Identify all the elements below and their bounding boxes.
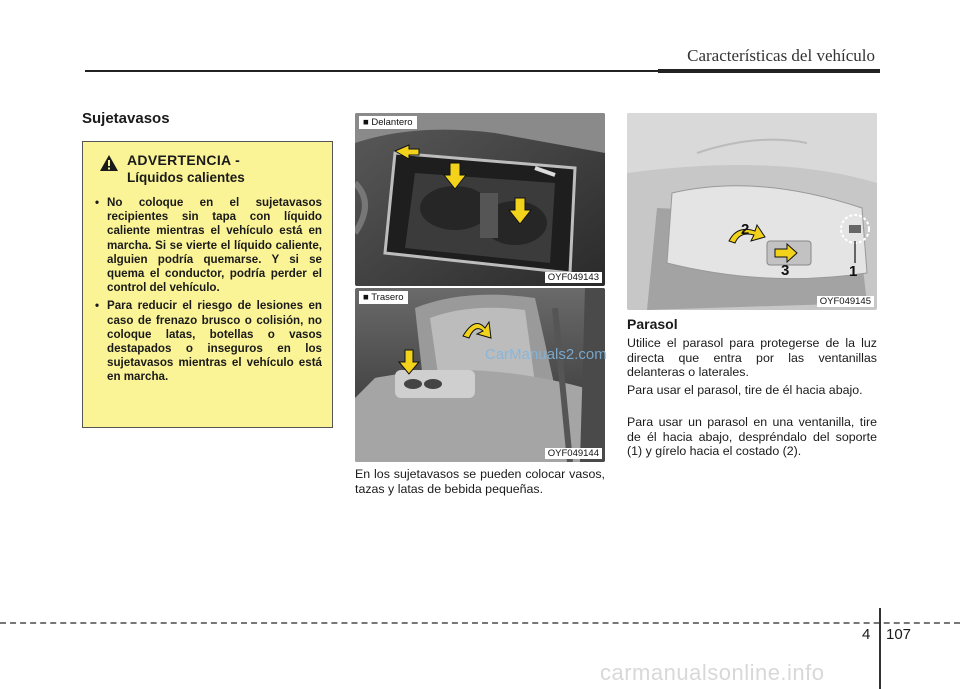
front-photo-code: OYF049143 — [545, 272, 602, 283]
warning-box — [82, 141, 333, 428]
visor-photo — [627, 113, 877, 310]
footer-rule — [0, 622, 960, 624]
section-title: Sujetavasos — [82, 110, 170, 127]
watermark-bottom: carmanualsonline.info — [600, 660, 825, 685]
rear-photo-code: OYF049144 — [545, 448, 602, 459]
warning-item: • No coloque en el sujetavasos recipientes sin tapa con líquido caliente mientras el vehículo está en marcha. Si se vierte el líquido caliente, alguien podría quemarse. Y si se quema el conductor, podría perder el control del vehículo. — [93, 196, 322, 295]
callout-1: 1 — [849, 263, 858, 280]
front-cupholder-photo — [355, 113, 605, 286]
front-cupholder-illustration — [355, 113, 605, 286]
parasol-paragraph: Para usar el parasol, tire de él hacia abajo. — [627, 383, 863, 397]
warning-item: • Para reducir el riesgo de lesiones en caso de frenazo brusco o colisión, no coloque latas, botellas o vasos destapados o inseguros en los sujetavasos mientras el vehículo está en marcha. — [93, 299, 322, 384]
page-number: 107 — [886, 626, 912, 643]
visor-photo-code: OYF049145 — [817, 296, 874, 307]
chapter-number: 4 — [862, 626, 871, 643]
front-photo-tag: ■ Delantero — [359, 116, 417, 129]
parasol-paragraph: Utilice el parasol para protegerse de la luz directa que entra por las ventanillas delanteras o laterales. — [627, 336, 877, 380]
rear-photo-tag: ■ Trasero — [359, 291, 408, 304]
cupholder-text: En los sujetavasos se pueden colocar vasos, tazas y latas de bebida pequeñas. — [355, 467, 605, 496]
callout-2: 2 — [741, 221, 750, 238]
visor-illustration — [627, 113, 877, 310]
warning-triangle-icon — [99, 154, 119, 172]
warning-list — [93, 196, 322, 385]
warning-title: ADVERTENCIA - — [127, 152, 241, 168]
parasol-title: Parasol — [627, 316, 678, 332]
rear-cupholder-photo — [355, 288, 605, 462]
parasol-paragraph: Para usar un parasol en una ventanilla, tire de él hacia abajo, despréndalo del soporte (1) y gírelo hacia el costado (2). — [627, 415, 877, 459]
rear-cupholder-illustration — [355, 288, 605, 462]
watermark-mid: CarManuals2.com — [485, 346, 607, 363]
callout-3: 3 — [781, 262, 790, 279]
header-rule-accent — [658, 69, 880, 73]
warning-subtitle: Líquidos calientes — [127, 170, 245, 185]
header-title: Características del vehículo — [687, 46, 875, 65]
footer-divider — [879, 608, 881, 689]
